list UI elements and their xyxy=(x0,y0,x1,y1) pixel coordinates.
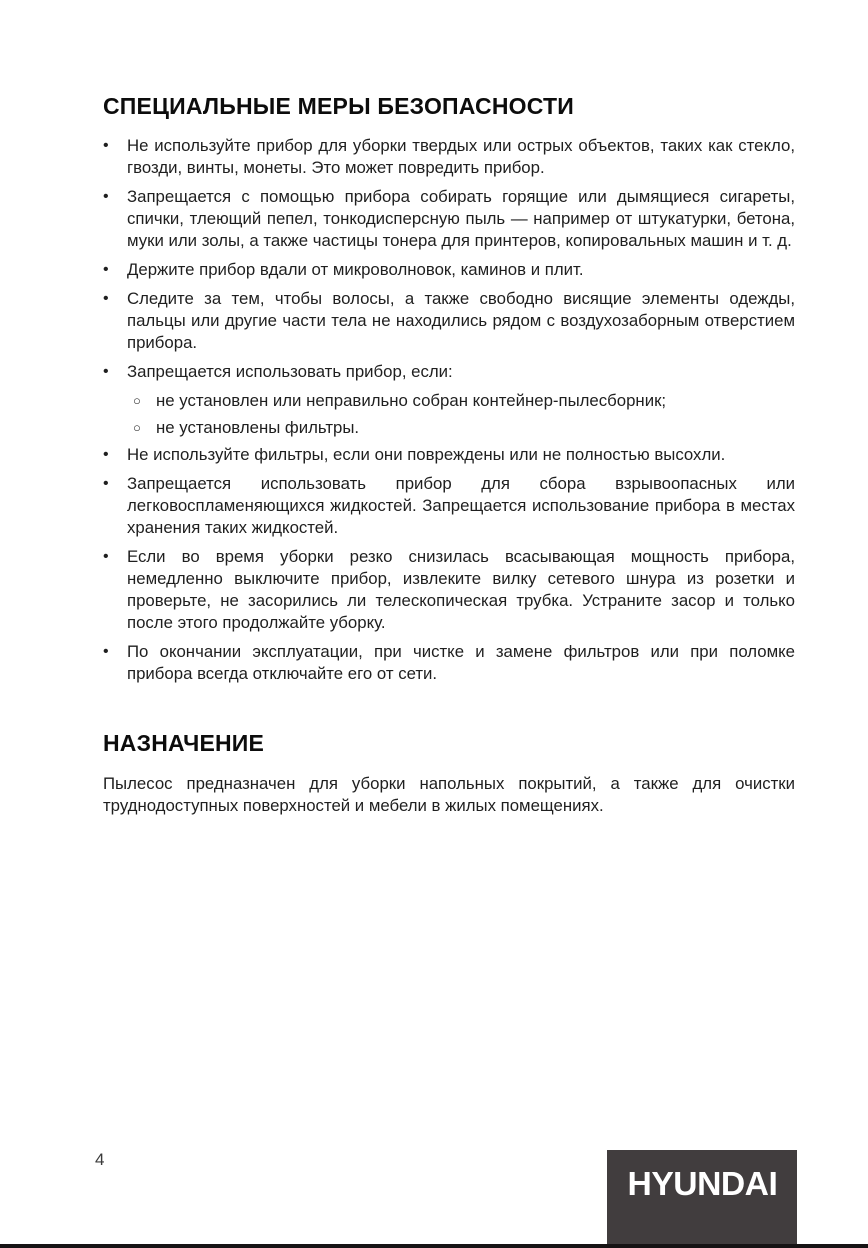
bullet-icon: • xyxy=(103,137,109,155)
bullet-icon: • xyxy=(103,261,109,279)
bullet-icon: • xyxy=(103,475,109,493)
sub-bullet-text: не установлены фильтры. xyxy=(156,418,360,438)
circle-bullet-icon: ○ xyxy=(133,393,141,409)
bullet-text: Запрещается использовать прибор для сбора взрывоопасных или легковоспламеняющихся жидкостей. Запрещается использование прибора в местах хранения таких жидкостей. xyxy=(127,474,795,538)
bullet-icon: • xyxy=(103,643,109,661)
bullet-item xyxy=(103,361,795,383)
sub-bullet-item xyxy=(103,417,795,439)
bullet-text: Запрещается использовать прибор, если: xyxy=(127,362,453,382)
footer-rule xyxy=(0,1244,868,1248)
bullet-icon: • xyxy=(103,446,109,464)
bullet-item xyxy=(103,259,795,281)
brand-wordmark: HYUNDAI xyxy=(627,1165,777,1202)
safety-sub-bullet-list xyxy=(103,390,795,439)
section-title-purpose: НАЗНАЧЕНИЕ xyxy=(103,730,265,757)
sub-bullet-item xyxy=(103,390,795,412)
bullet-icon: • xyxy=(103,363,109,381)
bullet-text: Следите за тем, чтобы волосы, а также свободно висящие элементы одежды, пальцы или другие части тела не находились рядом с воздухозаборным отверстием прибора. xyxy=(127,289,795,353)
bullet-text: Держите прибор вдали от микроволновок, каминов и плит. xyxy=(127,260,584,280)
bullet-text: Если во время уборки резко снизилась всасывающая мощность прибора, немедленно выключите прибор, извлеките вилку сетевого шнура из розетки и проверьте, не засорились ли телескопическая трубка. Устраните засор и только после этого продолжайте уборку. xyxy=(127,547,795,633)
page-content xyxy=(103,94,795,817)
page-number: 4 xyxy=(95,1150,105,1169)
circle-bullet-icon: ○ xyxy=(133,420,141,436)
bullet-item xyxy=(103,473,795,539)
bullet-item xyxy=(103,288,795,354)
bullet-item xyxy=(103,546,795,634)
bullet-text: Запрещается с помощью прибора собирать горящие или дымящиеся сигареты, спички, тлеющий пепел, тонкодисперсную пыль — например от штукатурки, бетона, муки или золы, а также частицы тонера для принтеров, копировальных машин и т. д. xyxy=(127,187,795,251)
sub-bullet-text: не установлен или неправильно собран контейнер-пылесборник; xyxy=(156,391,667,411)
bullet-icon: • xyxy=(103,290,109,308)
bullet-item xyxy=(103,135,795,179)
purpose-paragraph: Пылесос предназначен для уборки напольных покрытий, а также для очистки труднодоступных поверхностей и мебели в жилых помещениях. xyxy=(103,774,795,816)
bullet-icon: • xyxy=(103,188,109,206)
bullet-text: По окончании эксплуатации, при чистке и замене фильтров или при поломке прибора всегда отключайте его от сети. xyxy=(127,642,795,684)
section-title-safety: СПЕЦИАЛЬНЫЕ МЕРЫ БЕЗОПАСНОСТИ xyxy=(103,93,574,119)
bullet-item xyxy=(103,186,795,252)
bullet-item xyxy=(103,641,795,685)
bullet-text: Не используйте фильтры, если они повреждены или не полностью высохли. xyxy=(127,445,726,465)
bullet-item xyxy=(103,444,795,466)
hyundai-logo xyxy=(607,1150,797,1244)
bullet-icon: • xyxy=(103,548,109,566)
safety-bullet-list xyxy=(103,135,795,685)
bullet-text: Не используйте прибор для уборки твердых или острых объектов, таких как стекло, гвозди, винты, монеты. Это может повредить прибор. xyxy=(127,136,795,178)
